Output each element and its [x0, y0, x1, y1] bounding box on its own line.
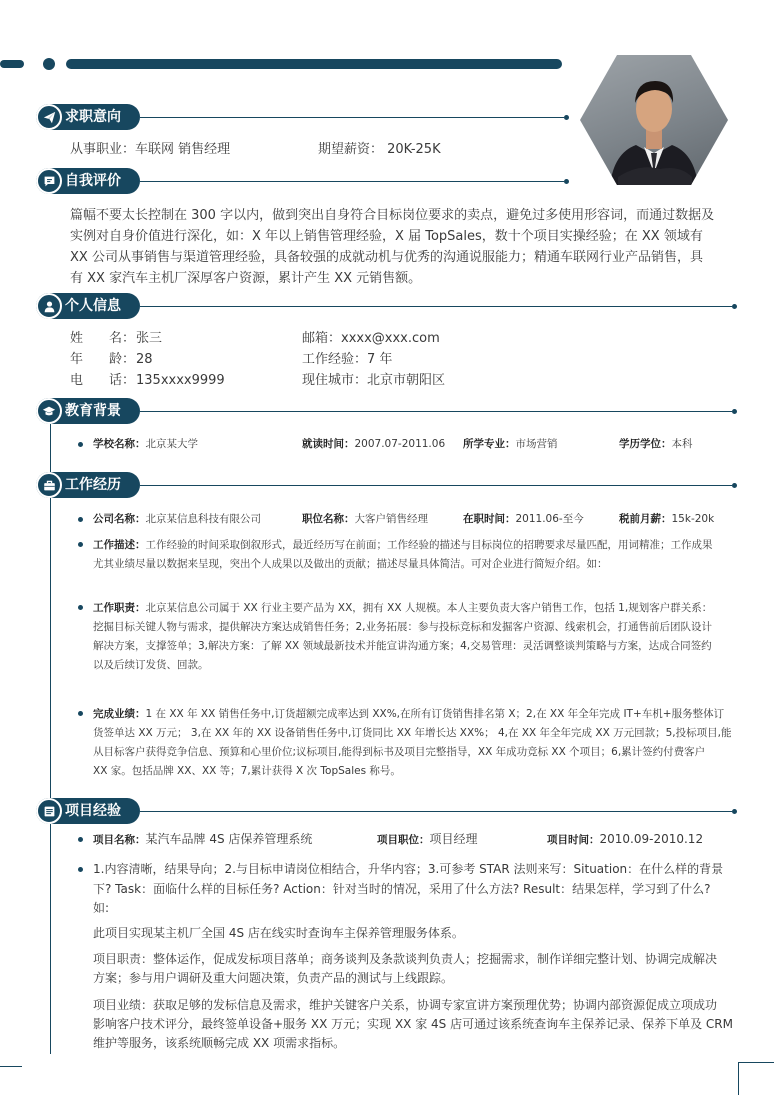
edu-degree-label: 学历学位：	[619, 438, 672, 450]
project-role-row	[377, 829, 478, 851]
top-bar-dash	[0, 60, 24, 68]
work-role: 大客户销售经理	[354, 513, 428, 525]
section-divider	[140, 411, 732, 412]
project-role: 项目经理	[429, 832, 478, 846]
work-salary-label: 税前月薪：	[619, 513, 672, 525]
work-perf-line: XX 家。包括品牌 XX、XX 等；7,累计获得 X 次 TopSales 称号。	[93, 765, 401, 777]
work-company: 北京某信息科技有限公司	[145, 513, 261, 525]
list-bullet	[78, 605, 83, 610]
graduation-cap-icon	[36, 398, 62, 424]
work-role-label: 职位名称：	[302, 513, 355, 525]
section-project	[36, 798, 738, 824]
section-evaluation	[36, 168, 570, 194]
section-title: 教育背景	[65, 403, 121, 419]
personal-email: 邮箱：xxxx@xxx.com	[302, 331, 440, 346]
edu-school: 北京某大学	[145, 438, 198, 450]
project-period-row	[547, 829, 703, 851]
project-intro: 此项目实现某主机厂全国 4S 店在线实时查询车主保养管理服务体系。	[93, 926, 464, 940]
work-salary: 15k-20k	[671, 513, 715, 525]
list-bullet	[78, 867, 83, 872]
project-name: 某汽车品牌 4S 店保养管理系统	[145, 832, 313, 846]
section-divider	[140, 811, 732, 812]
edu-period-label: 就读时间：	[302, 438, 355, 450]
personal-city: 现住城市：北京市朝阳区	[302, 373, 446, 388]
list-bullet	[78, 542, 83, 547]
edu-major-label: 所学专业：	[463, 438, 516, 450]
work-company-label: 公司名称：	[93, 513, 146, 525]
project-duty-line: 项目职责：整体运作，促成发标项目落单；商务谈判及条款谈判负责人；挖掘需求，制作详细完整计划、协调完成解决	[93, 952, 718, 966]
evaluation-line: 有 XX 家汽车主机厂深厚客户资源，累计产生 XX 元销售额。	[70, 271, 422, 286]
personal-age: 28	[136, 352, 153, 367]
section-divider-dot	[564, 115, 569, 120]
corner-mark-left	[0, 1066, 22, 1067]
personal-phone-label: 电 话：	[70, 373, 136, 388]
user-icon	[36, 293, 62, 319]
personal-phone: 135xxxx9999	[136, 373, 225, 388]
timeline-line	[50, 424, 51, 474]
work-perf-line: 货签单达 XX 万元； 3,在 XX 年的 XX 设备销售任务中,订货同比 XX 年增长达 XX%； 4,在 XX 年全年完成 XX 万元回款；5,投标项目,能	[93, 727, 732, 739]
section-divider-dot	[732, 809, 737, 814]
section-divider	[140, 181, 564, 182]
work-salary-row	[619, 510, 714, 529]
project-duty-line: 方案；参与用户调研及重大问题决策，负责产品的测试与上线跟踪。	[93, 971, 454, 985]
section-divider-dot	[732, 304, 737, 309]
project-period-label: 项目时间：	[547, 834, 600, 846]
work-duty-line: 挖掘目标关键人物与需求，提供解决方案达成销售任务；2,业务拓展：参与投标竞标和发掘客户资源、线索机会，打通售前后团队设计	[93, 621, 713, 633]
work-perf-label: 完成业绩：	[93, 708, 146, 720]
list-bullet	[78, 837, 83, 842]
section-divider-dot	[732, 409, 737, 414]
list-bullet	[78, 517, 83, 522]
personal-name: 张三	[136, 331, 163, 346]
section-divider	[140, 306, 732, 307]
project-name-label: 项目名称：	[93, 834, 146, 846]
work-role-row	[302, 510, 428, 529]
edu-period-row	[302, 435, 445, 454]
section-title: 求职意向	[65, 109, 121, 125]
corner-mark-right	[738, 1062, 774, 1095]
work-perf-line: 从目标客户获得竞争信息、预算和心里价位;议标项目,能得到标书及项目完整指导，XX 年成功竞标 XX 个项目；6,累计签约付费客户	[93, 746, 706, 758]
project-role-label: 项目职位：	[377, 834, 430, 846]
section-divider	[140, 117, 564, 118]
section-divider-dot	[732, 483, 737, 488]
work-perf-line: 完成业绩：1 在 XX 年 XX 销售任务中,订货超额完成率达到 XX%,在所有订货销售排名第 X；2,在 XX 年全年完成 IT+车机+服务整体订	[93, 708, 725, 720]
personal-age-label: 年 龄：	[70, 352, 136, 367]
intent-position: 从事职业：车联网 销售经理	[70, 142, 231, 157]
project-tip-line: 1.内容清晰，结果导向；2.与目标申请岗位相结合，升华内容；3.可参考 STAR 法则来写：Situation：在什么样的背景	[93, 862, 724, 876]
edu-major: 市场营销	[515, 438, 558, 450]
work-period-row	[463, 510, 584, 529]
section-work	[36, 472, 738, 498]
top-bar-line	[66, 59, 562, 69]
work-desc-line: 尤其业绩尽量以数据来呈现，突出个人成果以及做出的贡献；描述尽量具体简洁。可对企业进行简短介绍。如：	[93, 558, 608, 570]
section-intent	[36, 104, 570, 130]
work-duty-line: 工作职责：北京某信息公司属于 XX 行业主要产品为 XX，拥有 XX 人规模。本人主要负责大客户销售工作，包括 1,规划客户群关系：	[93, 602, 713, 614]
section-title: 个人信息	[65, 298, 121, 314]
edu-school-row	[93, 435, 198, 454]
project-perf-line: 项目业绩：获取足够的发标信息及需求，维护关键客户关系，协调专家宣讲方案预理优势；协调内部资源促成立项成功	[93, 998, 718, 1012]
work-company-row	[93, 510, 261, 529]
work-period: 2011.06-至今	[515, 513, 584, 525]
evaluation-line: 篇幅不要太长控制在 300 字以内，做到突出自身符合目标岗位要求的卖点，避免过多使用形容词，而通过数据及	[70, 208, 715, 223]
section-education	[36, 398, 738, 424]
evaluation-line: 实例对自身价值进行深化，如：X 年以上销售管理经验，X 届 TopSales，数十个项目实操经验；在 XX 领域有	[70, 229, 703, 244]
edu-major-row	[463, 435, 558, 454]
edu-school-label: 学校名称：	[93, 438, 146, 450]
work-duty-label: 工作职责：	[93, 602, 146, 614]
list-bullet	[78, 442, 83, 447]
intent-salary: 期望薪资： 20K-25K	[318, 142, 441, 157]
briefcase-icon	[36, 472, 62, 498]
project-tip-line: 如:	[93, 901, 110, 915]
timeline-line	[50, 498, 51, 800]
project-perf-line: 维护等服务，该系统顺畅完成 XX 项需求指标。	[93, 1036, 346, 1050]
personal-experience: 工作经验：7 年	[302, 352, 393, 367]
list-icon	[36, 798, 62, 824]
section-divider	[140, 485, 732, 486]
edu-degree: 本科	[671, 438, 693, 450]
work-desc-line: 工作描述：工作经验的时间采取倒叙形式，最近经历写在前面；工作经验的描述与目标岗位的招聘要求尽量匹配，用词精准；工作成果	[93, 539, 713, 551]
work-period-label: 在职时间：	[463, 513, 516, 525]
project-period: 2010.09-2010.12	[599, 832, 704, 846]
section-divider-dot	[564, 179, 569, 184]
timeline-line	[50, 824, 51, 1054]
work-duty-line: 解决方案，支撑签单；3,解决方案：了解 XX 领域最新技术并能宣讲沟通方案；4,交易管理：灵活调整谈判策略与方案，达成合同签约	[93, 640, 712, 652]
work-desc-label: 工作描述：	[93, 539, 146, 551]
top-bar-dot	[43, 58, 55, 70]
speech-bubble-icon	[36, 168, 62, 194]
section-title: 工作经历	[65, 477, 121, 493]
section-title: 项目经验	[65, 803, 121, 819]
section-personal	[36, 293, 738, 319]
evaluation-line: XX 公司从事销售与渠道管理经验，具备较强的成就动机与优秀的沟通说服能力；精通车联网行业产品销售，具	[70, 250, 703, 265]
project-name-row	[93, 829, 312, 851]
profile-photo	[580, 55, 728, 185]
edu-degree-row	[619, 435, 693, 454]
project-perf-line: 影响客户技术评分，最终签单设备+服务 XX 万元；实现 XX 家 4S 店可通过该系统查询车主保养记录、保养下单及 CRM	[93, 1017, 733, 1031]
list-bullet	[78, 711, 83, 716]
edu-period: 2007.07-2011.06	[354, 438, 446, 450]
project-tip-line: 下? Task：面临什么样的目标任务? Action：针对当时的情况，采用了什么方法? Result：结果怎样，学习到了什么?	[93, 882, 711, 896]
work-duty-line: 以及后续订发货、回款。	[93, 659, 209, 671]
paper-plane-icon	[36, 104, 62, 130]
personal-name-label: 姓 名：	[70, 331, 136, 346]
section-title: 自我评价	[65, 173, 121, 189]
